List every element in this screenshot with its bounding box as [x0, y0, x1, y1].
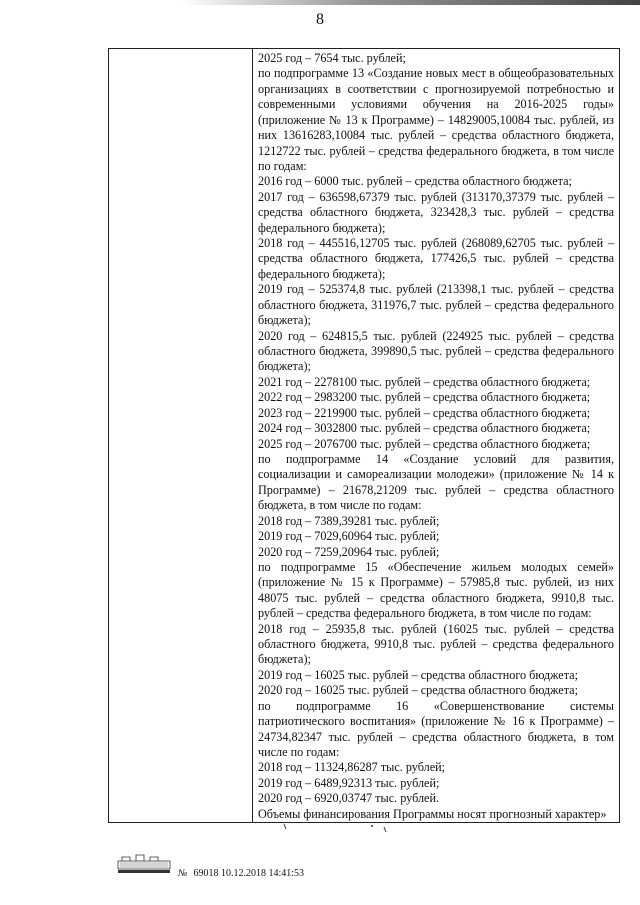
text-line: 2016 год – 6000 тыс. рублей – средства областного бюджета;: [258, 174, 572, 189]
text-line: 2020 год – 16025 тыс. рублей – средства областного бюджета;: [258, 683, 578, 698]
text-line: по подпрограмме 13 «Создание новых мест в общеобразовательных организациях в соответствии с прогнозируемой потребностью и современными условиями обучения на 2016-2025 годы» (приложение № 13 к Программе) – 14829005,10084 тыс. рублей, из них 13616283,10084 тыс. рублей – средства областного бюджета, 1212722 тыс. рублей – средства федерального бюджета, в том числе по годам:: [258, 66, 614, 173]
text-line: 2024 год – 3032800 тыс. рублей – средства областного бюджета;: [258, 421, 591, 436]
scan-edge: [180, 0, 640, 5]
text-line: 2023 год – 2219900 тыс. рублей – средства областного бюджета;: [258, 405, 591, 420]
text-line: 2022 год – 2983200 тыс. рублей – средства областного бюджета;: [258, 390, 591, 405]
text-line: 2019 год – 6489,92313 тыс. рублей;: [258, 775, 440, 790]
scan-specks: [260, 822, 420, 836]
text-line: 2025 год – 7654 тыс. рублей;: [258, 51, 406, 65]
text-line: 2017 год – 636598,67379 тыс. рублей (313170,37379 тыс. рублей – средства областного бюджета, 323428,3 тыс. рублей – средства федерального бюджета);: [258, 189, 614, 235]
page-number: 8: [316, 11, 324, 28]
registration-number-datetime: 69018 10.12.2018 14:41:53: [193, 868, 304, 879]
text-line: по подпрограмме 14 «Создание условий для развития, социализации и самореализации молодежи» (приложение № 14 к Программе) – 21678,21209 тыс. рублей – средства областного бюджета, в том числе по годам:: [258, 451, 614, 513]
text-line: 2018 год – 25935,8 тыс. рублей (16025 тыс. рублей – средства областного бюджета, 9910,8 тыс. рублей – средства федерального бюджета);: [258, 621, 614, 667]
text-line: Объемы финансирования Программы носят прогнозный характер»: [258, 806, 607, 821]
text-line: 2020 год – 6920,03747 тыс. рублей.: [258, 791, 440, 806]
text-line: 2018 год – 445516,12705 тыс. рублей (268089,62705 тыс. рублей – средства областного бюджета, 177426,5 тыс. рублей – средства федерального бюджета);: [258, 236, 614, 281]
text-line: по подпрограмме 16 «Совершенствование системы патриотического воспитания» (приложение № 16 к Программе) – 24734,82347 тыс. рублей – средства областного бюджета, в том числе по годам:: [258, 698, 614, 759]
text-line: по подпрограмме 15 «Обеспечение жильем молодых семей» (приложение № 15 к Программе) – 57985,8 тыс. рублей, из них 48075 тыс. рублей – средства областного бюджета, 9910,8 тыс. рублей – средства федерального бюджета, в том числе по годам:: [258, 559, 614, 621]
column-divider: [252, 48, 253, 823]
text-line: 2018 год – 7389,39281 тыс. рублей;: [258, 513, 440, 528]
legislation-logo-icon: [116, 852, 172, 874]
text-line: 2019 год – 16025 тыс. рублей – средства областного бюджета;: [258, 667, 578, 682]
text-line: 2020 год – 624815,5 тыс. рублей (224925 тыс. рублей – средства областного бюджета, 399890,5 тыс. рублей – средства федерального бюджета);: [258, 328, 614, 374]
text-line: 2019 год – 7029,60964 тыс. рублей;: [258, 529, 440, 544]
text-line: 2018 год – 11324,86287 тыс. рублей;: [258, 760, 446, 775]
text-line: 2020 год – 7259,20964 тыс. рублей;: [258, 544, 440, 559]
text-line: 2019 год – 525374,8 тыс. рублей (213398,1 тыс. рублей – средства областного бюджета, 311976,7 тыс. рублей – средства федерального бюджета);: [258, 282, 614, 328]
registration-stamp: [178, 868, 304, 879]
number-sign: №: [178, 868, 188, 879]
table-cell-text: [258, 51, 614, 822]
text-line: 2021 год – 2278100 тыс. рублей – средства областного бюджета;: [258, 374, 591, 389]
text-line: 2025 год – 2076700 тыс. рублей – средства областного бюджета;: [258, 436, 591, 451]
